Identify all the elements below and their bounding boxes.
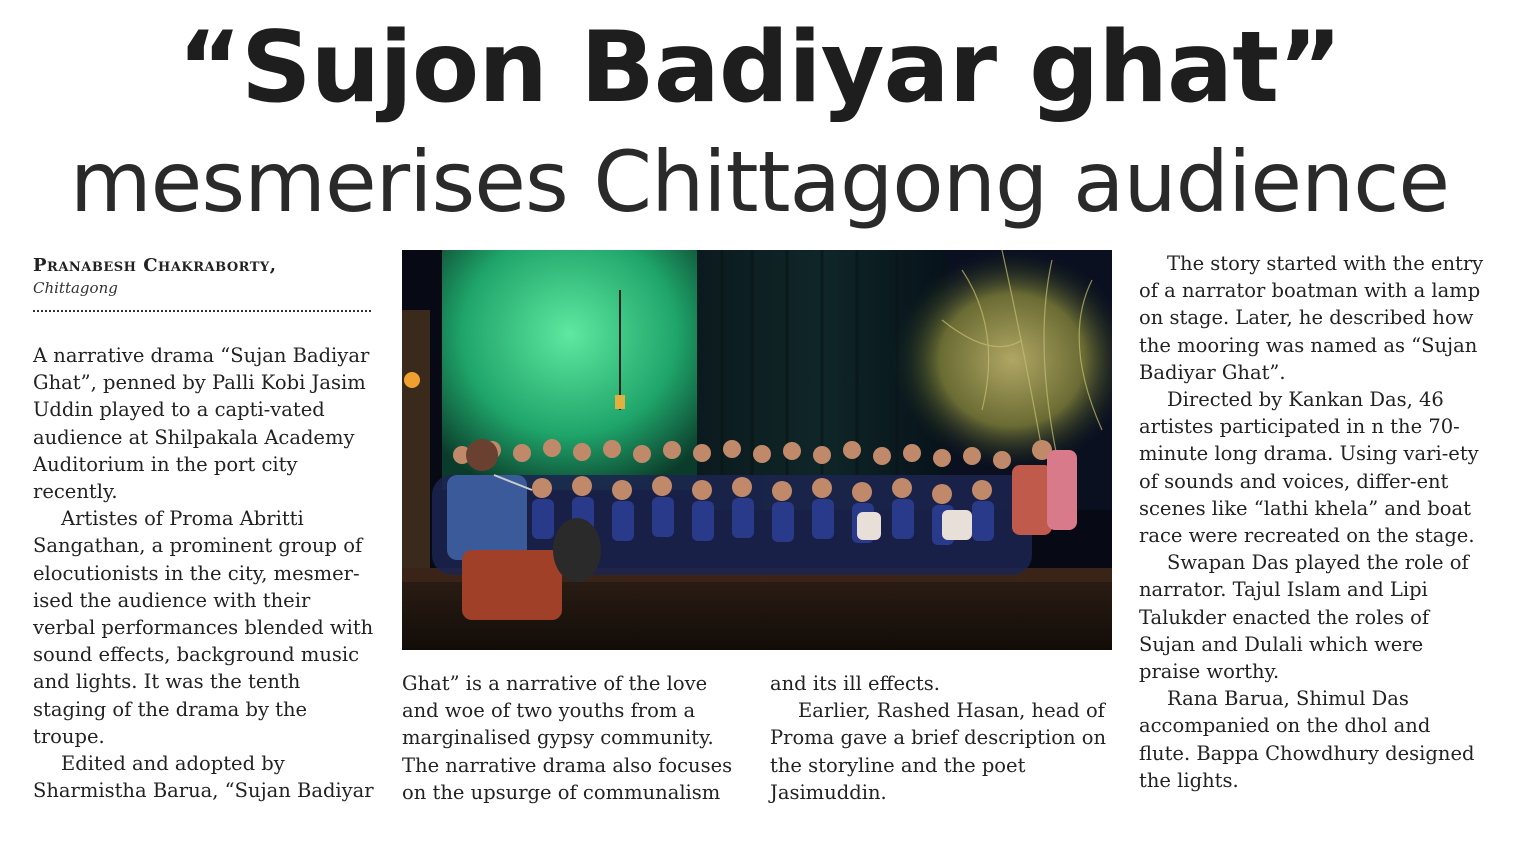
photo-illustration (402, 250, 1112, 650)
paragraph: Swapan Das played the role of narrator. Tajul Islam and Lipi Talukder enacted the roles of Sujan and Dulali which were praise worthy. (1139, 551, 1469, 684)
headline-title: “Sujon Badiyar ghat” (177, 11, 1342, 125)
paragraph: Edited and adopted by Sharmistha Barua, “Sujan Badiyar (33, 752, 374, 803)
byline (33, 254, 373, 298)
paragraph: and its ill effects. (770, 672, 940, 695)
byline-author: Pranabesh Chakraborty, (33, 255, 277, 276)
dhol-drum (553, 518, 601, 582)
article-column-1 (33, 342, 378, 804)
paragraph: Ghat” is a narrative of the love and woe of two youths from a marginalised gypsy community. The narrative drama also focuses on the upsurge of communalism (402, 672, 733, 804)
paragraph: Earlier, Rashed Hasan, head of Proma gave a brief description on the storyline and the poet Jasimuddin. (770, 699, 1107, 804)
paragraph: Directed by Kankan Das, 46 artistes participated in n the 70-minute long drama. Using vari-ety of sounds and voices, differ-ent scenes like “lathi khela” and boat race were recreated on the stage. (1139, 388, 1479, 548)
paragraph: The story started with the entry of a narrator boatman with a lamp on stage. Later, he described how the mooring was named as “Sujan Badiyar Ghat”. (1139, 252, 1484, 384)
lamp (404, 372, 420, 388)
article-column-4 (1139, 250, 1484, 794)
paragraph: A narrative drama “Sujan Badiyar Ghat”, penned by Palli Kobi Jasim Uddin played to a capti-vated audience at Shilpakala Academy Auditorium in the port city recently. (33, 344, 370, 504)
byline-place: Chittagong (33, 279, 118, 297)
paragraph: Artistes of Proma Abritti Sangathan, a prominent group of elocutionists in the city, mesmer-ised the audience with their verbal performances blended with sound effects, background music and lights. It was the tenth staging of the drama by the troupe. (33, 507, 374, 748)
byline-divider (33, 310, 371, 312)
paragraph: Rana Barua, Shimul Das accompanied on the dhol and flute. Bappa Chowdhury designed the lights. (1139, 687, 1475, 792)
hanging-lantern (615, 395, 625, 409)
article-column-2 (402, 670, 747, 806)
stage-performance-photo (402, 250, 1112, 650)
article-column-3 (770, 670, 1115, 806)
headline-subtitle: mesmerises Chittagong audience (69, 133, 1450, 231)
